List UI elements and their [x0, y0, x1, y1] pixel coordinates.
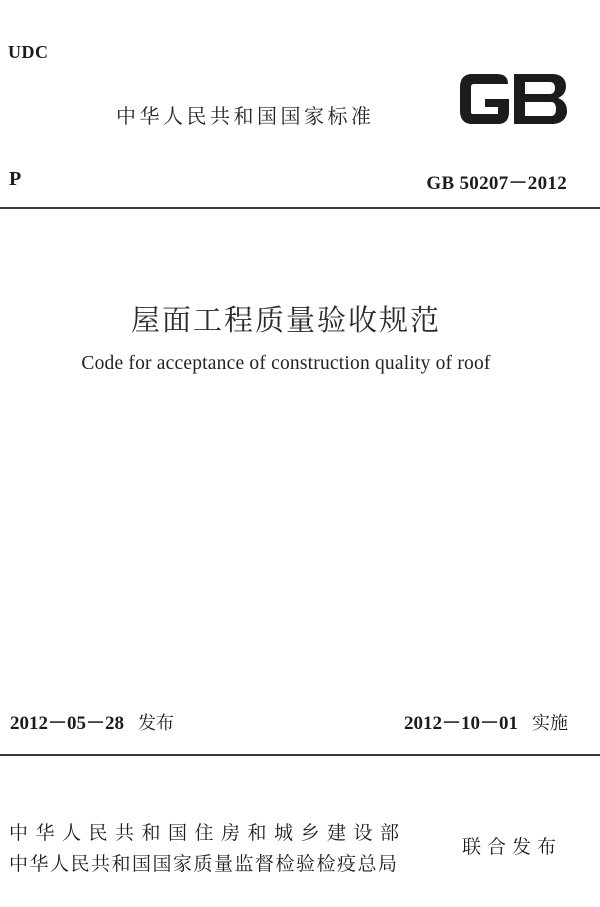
title-english: Code for acceptance of construction quality of roof: [81, 353, 491, 374]
implementation-label: 实施: [532, 713, 568, 734]
gb-logo: [454, 66, 572, 132]
standard-organization: 中华人民共和国国家标准: [116, 104, 375, 128]
bottom-divider: [0, 754, 600, 756]
issue-label: 发布: [138, 713, 175, 734]
joint-issue-label: 联合发布: [462, 836, 563, 858]
implementation-date-line: [404, 708, 568, 735]
issuer-ministry-housing: 中华人民共和国住房和城乡建设部: [9, 822, 407, 844]
issue-date-line: [10, 708, 174, 735]
standard-number: GB 50207－2012: [426, 173, 567, 194]
top-divider: [0, 207, 600, 209]
title-chinese: 屋面工程质量验收规范: [130, 303, 441, 337]
implementation-date: 2012－10－01: [403, 713, 518, 734]
issuer-quality-inspection: 中华人民共和国国家质量监督检验检疫总局: [9, 853, 399, 875]
udc-label: UDC: [8, 42, 49, 62]
category-code: P: [9, 168, 22, 190]
issue-date: 2012－05－28: [10, 713, 125, 734]
